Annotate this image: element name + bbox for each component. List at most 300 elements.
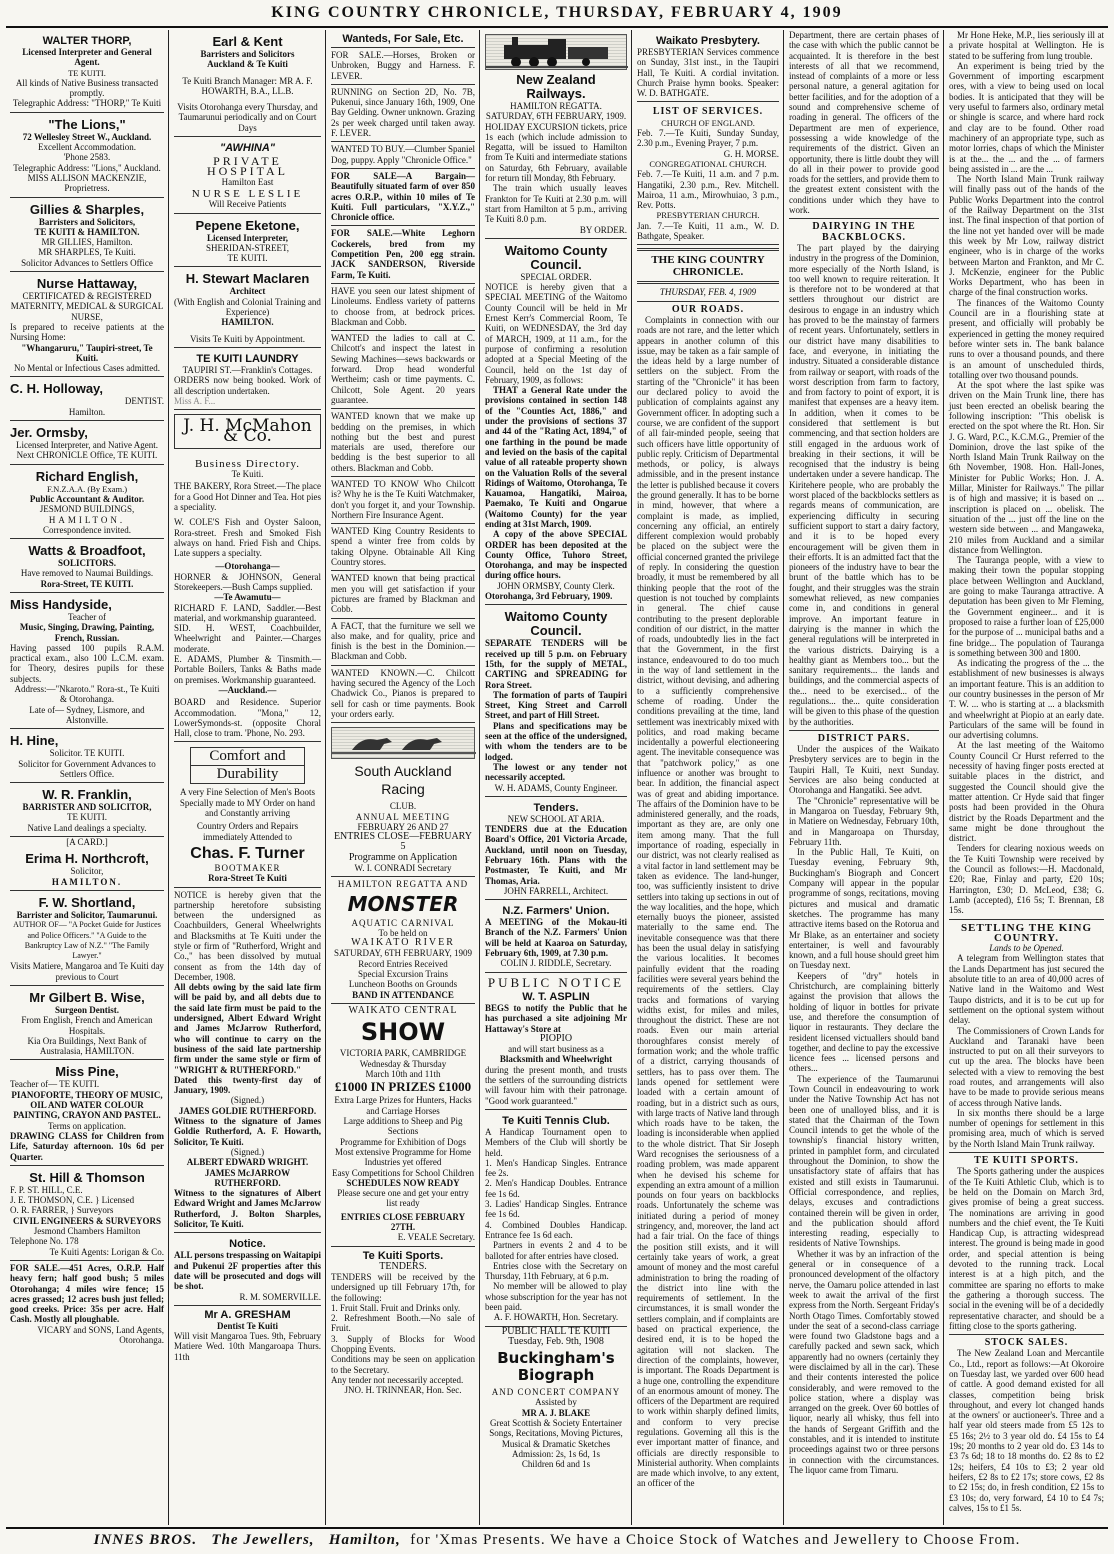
ad-line: MR A. J. BLAKE — [521, 1407, 591, 1418]
notice-signature: JAMES McJARROW RUTHERFORD. — [204, 1167, 291, 1188]
notice-waitomo-tenders — [485, 605, 627, 796]
ad-author: AUTHOR OF— "A Pocket Guide for Justices and Police Officers." "A Guide to the Bankruptcy Law of N.Z." "The Family Lawyer." — [13, 920, 161, 961]
ad-partner: MR SHARPLES, Te Kuiti. — [38, 247, 136, 258]
ad-partner: F. P. ST. HILL, C.E. — [10, 1184, 83, 1195]
ad-town: HAMILTON. — [51, 876, 123, 887]
directory-town: —Auckland.— — [218, 684, 277, 695]
ad-note: Conditions may be seen on application to the Secretary. — [331, 1354, 475, 1375]
dir-bakery: THE BAKERY, Rora Street.—The place for a Good Hot Dinner and Tea. Hot pies a speciality. — [174, 481, 321, 512]
ad-nurse: NURSE LESLIE — [191, 187, 304, 200]
notice-signature: ALBERT EDWARD WRIGHT. — [186, 1157, 309, 1168]
column-divider — [325, 30, 326, 1525]
notice-body: All debts owing by the said late firm will be paid by, and all debts due to the said late firm must be paid to the undersigned, Albert Edward Wright and James McJarrow Rutherford, who will continue to carry on the business of the said late partnership firm under the same style or firm of "WRIGHT & RUTHERFORD." — [174, 982, 321, 1075]
ad-note: Correspondence invited. — [43, 524, 131, 535]
church-name: CONGREGATIONAL CHURCH. — [649, 158, 767, 169]
editorial-date: THURSDAY, FEB. 4, 1909 — [659, 287, 757, 298]
ad-biograph — [485, 1327, 627, 1470]
ad-address: Next CHRONICLE Office, TE KUITI. — [16, 450, 158, 461]
ad-subtitle: BARRISTER AND SOLICITOR, — [22, 802, 152, 813]
ad-subjects: Music, Singing, Drawing, Painting, French, Russian. — [19, 622, 155, 643]
ad-phone: Telephone No. 178 — [10, 1236, 79, 1247]
article-paragraph: The Tauranga people, with a view to making their town the popular stopping place between Wellington and Auckland, are going to make Tauranga attractive. A deputation has been given to Mr Fleming, the Government engineer... and it is proposed to raise a further loan of £25,000 for the purpose of ... municipal baths and a fine bridge... The population of Tauranga is something between 300 and 1800. — [949, 555, 1104, 658]
ad-prizes: £1000 IN PRIZES £1000 — [334, 1079, 472, 1095]
notice-title: Waitomo County Council. — [504, 242, 608, 272]
ad-line: Luncheon Booths on Grounds — [348, 979, 458, 990]
notice-body: A Handicap Tournament open to Members of the Club will shortly be held. — [485, 1126, 627, 1158]
ad-note: Any tender not necessarily accepted. — [331, 1374, 464, 1385]
column-7 — [945, 30, 1108, 1525]
ad-title: Gillies & Sharples, — [29, 201, 145, 217]
ad-sthill — [10, 1166, 164, 1261]
ad-line: SCHEDULES NOW READY — [346, 1177, 460, 1188]
classified-ad: WANTED King Country Residents to spend a winter free from colds by taking Olpyne. Obtainable All King Country stores. — [331, 524, 475, 571]
ad-item: 3. Supply of Blocks for Wood Chopping Events. — [331, 1333, 475, 1354]
notice-subtitle: SPECIAL ORDER. — [520, 271, 592, 282]
classified-ad: WANTED known that we make up bedding on the premises, in which nothing but the best and purest materials are used, therefore our bedding is the best superior to all others. Blackman and Cobb. — [331, 409, 475, 477]
ad-line: Large additions to Sheep and Pig Sections — [343, 1116, 463, 1137]
dir-adams: E. ADAMS, Plumber & Tinsmith.—Portable Boilers, Tanks & Baths made on premises. Workmanship guaranteed. — [174, 654, 321, 685]
footer-text: for 'Xmas Presents. We have a Choice Stock of Watches and Jewellery to Choose From. — [410, 1532, 1021, 1548]
notice-signed: (Signed.) — [230, 1095, 265, 1106]
ad-body: ORDERS now being booked. Work of all description undertaken. — [174, 375, 321, 396]
ad-item: 1. Fruit Stall. Fruit and Drinks only. — [331, 1302, 461, 1313]
ad-line: Programme for Exhibition of Dogs — [340, 1136, 466, 1147]
notice-item: 3. Ladies' Handicap Singles. Entrance fee 1s 6d. — [485, 1199, 627, 1220]
ad-note: Solicitor Advances to Settlers Office — [21, 257, 153, 268]
locomotive-illustration — [485, 34, 627, 70]
ad-date: Tuesday, Feb. 9th, 1908 — [508, 1335, 604, 1347]
church-name: PRESBYTERIAN CHURCH. — [656, 210, 760, 221]
notice-title: Notice. — [229, 1238, 266, 1251]
article-paragraph: An experiment is being tried by the Government of importing escarpment ores, with a view to being used on local bodies. It is anticipated that they will be very useful to farmers also, ordinary metal or shingle is scarce, and where hard rock and clay are to be found. Other road machinery of an appropriate type, such as motor lorries, chaps of which the Minister is at the... the ... and the ... of farmers being assisted in ... are the ... — [949, 60, 1104, 174]
ad-subtitle: Licensed Interpreter, — [207, 232, 288, 243]
article-paragraph: Mr Hone Heke, M.P., lies seriously ill at a private hospital at Wellington. He is stated to be suffering from lung trouble. — [949, 30, 1104, 61]
article-paragraph: The "Chronicle" representative will be in Mangaroa on Tuesday, February 9th, in Matiere on Wednesday, February 10th, and in Mangaroapa on Thursday, February 11th. — [789, 795, 939, 847]
notice-name: W. T. ASPLIN — [522, 990, 590, 1003]
ad-line: BAND IN ATTENDANCE — [352, 989, 454, 1000]
ad-subtitle: Barristers and Solicitors — [200, 49, 295, 59]
ad-address: Address:—"Nkaroto." Rora-st., Te Kuiti & Otorohanga. — [14, 684, 160, 705]
article-paragraph: At the spot where the last spike was driven on the Main Trunk line, there has just been erected an obelisk bearing the following inscription: "This obelisk is erected on the spot where the Rt. Hon. Sir J. G. Ward, P.C., K.C.M.G., Premier of the Dominion, drove the last spike of the North Island Main Trunk Railway on the 6th November, 1908. Hon. Hall-Jones, Minister for Public Works; Hon. J. A. Millar, Minister for Railways." The pillar is of high and massive; it is based on ... inscription is placed on ... obelisk. The situation of the ... just off the line on the western side between ... and Mangaweka, 210 miles from Auckland and a similar distance from Wellington. — [949, 380, 1104, 555]
notice-title: Te Kuiti Tennis Club. — [502, 1114, 610, 1127]
ad-line: Extra Large Prizes for Hunters, Hacks and Carriage Horses — [334, 1095, 472, 1116]
notice-body: A copy of the above SPECIAL ORDER has been deposited at the County Office, Tuhoro Street, Otorohanga, and may be inspected during office hours. — [485, 529, 627, 581]
ad-item: 2. Refreshment Booth.—No sale of Fruit. — [331, 1313, 475, 1334]
notice-partnership — [174, 888, 321, 1234]
article-body: The part played by the dairying industry in the progress of the Dominion, more especially of the North Island, is too well known to require reiteration. It is therefore not to be wondered at that settlers throughout our district are desirous to engage in an industry which has proved to be the mainstay of farmers of recent years. Unfortunately, settlers in our district have many disabilities to face, and everyone, in initiating the industry. Situated a considerable distance from railway or seaport, with roads of the worst description from farm to factory, and from factory to point of export, it is manifest that expenses are a heavy item. In addition, when it comes to be considered that settlement is but commencing, and that section holders are still engaged in the arduous work of breaking in their sections, it will be recognised that the industry is being undertaken under a severe handicap. The Kiritehere people, who are probably the worst placed of the backblocks settlers as regards means of communication, are experiencing difficulty in securing sufficient support to start a dairy factory, and it is to be hoped every encouragement will be given them in their efforts. It is an admitted fact that the pioneers of the industry have to bear the brunt of the battle which has to be fought, and their struggles was the strain somewhat relieved, as new companies come in, and conditions in general improve. An important feature in dairying is the manner in which the general regulations will be interpreted in the various districts. Dairying is a healthy giant as Members too... but the sanitary requirements... the lands and buildings, and the commercial aspects of the... need to be exercised... of the regulations... the... quite consideration will be given to this phase of the question by the authorities. — [789, 242, 939, 727]
classified-ad: WANTED TO KNOW Who Chilcott is? Why he is the Te Kuiti Watchmaker, don't you forget it, and your Township. Northern Fire Insurance Agent. — [331, 477, 475, 524]
ad-wise — [10, 986, 164, 1060]
classified-ad: WANTED TO BUY.—Clumber Spaniel Dog, puppy. Apply "Chronicle Office." — [331, 142, 475, 169]
notice-body: No member will be allowed to play whose subscription for the year has not been paid. — [485, 1281, 627, 1312]
classified-ad: WANTED KNOWN.—C. Chilcott having secured the Agency of the Loch Chadwick Co., Pianos is prepared to sell for cash or time payments. Book your orders early. — [331, 666, 475, 723]
ad-subtitle: Barrister and Solicitor, Taumarunui. — [16, 909, 158, 920]
ad-subtitle: CERTIFICATED & REGISTERED MATERNITY, MEDICAL & SURGICAL NURSE, — [10, 291, 164, 322]
column-6 — [785, 30, 943, 1525]
ad-subtitle: Solicitor. TE KUITI. — [49, 748, 125, 759]
footer-banner — [0, 1532, 1114, 1549]
ad-town: TE KUITI. — [227, 253, 268, 264]
classified-ad: FOR SALE—A Bargain—Beautifully situated farm of over 850 acres O.R.P., within 10 miles of Te Kuiti. Full particulars, "X.Y.Z.," Chronicle office. — [331, 169, 475, 226]
notice-farmers-union — [485, 900, 627, 972]
directory-heading: Business Directory. — [194, 457, 301, 470]
column-divider — [479, 30, 480, 1525]
notice-witness: Witness to the signatures of Albert Edward Wright and James McJarrow Rutherford, J. Bolton Sharples, Solicitor, Te Kuiti. — [174, 1188, 321, 1230]
ad-body: A very Fine Selection of Men's Boots Specially made to MY Order on hand and Constantly arriving — [179, 787, 316, 819]
ad-body: Having passed 100 pupils R.A.M. practical exam., also 100 L.C.M. exam. for Theory, desires pupils for these subjects. — [10, 642, 164, 684]
list-services — [637, 102, 779, 245]
ad-line: Easy Competitions for School Children — [332, 1167, 474, 1178]
notice-body: BEGS to notify the Public that he has purchased a site adjoining Mr Hattaway's Store at — [485, 1002, 627, 1034]
ad-franklin — [10, 783, 164, 837]
notice-signature: W. H. ADAMS, County Engineer. — [494, 782, 618, 793]
notice-trade: Blacksmith and Wheelwright — [499, 1054, 613, 1065]
footer-trade: The Jewellers, — [211, 1532, 315, 1548]
ad-headline: MONSTER — [347, 891, 459, 916]
ad-body: Have removed to Naumai Buildings. — [20, 568, 154, 579]
ad-qualification: F.N.Z.A.A. (By Exam.) — [46, 483, 128, 494]
ad-show — [331, 1004, 475, 1247]
article-heading: STOCK SALES. — [984, 1337, 1069, 1349]
ad-subtitle: Dentist Te Kuiti — [216, 1320, 278, 1331]
ad-signature: JNO. H. TRINNEAR, Hon. Sec. — [344, 1385, 462, 1396]
section-heading: Wanteds, For Sale, Etc. — [331, 33, 475, 48]
section-heading: LIST OF SERVICES. — [652, 106, 764, 118]
notice-body: PRESBYTERIAN Services commence on Sunday, 31st inst., in the Taupiri Hall, Te Kuiti. A cordial invitation. Church Praise hymn books. Speaker: W. D. BATHGATE. — [637, 47, 779, 99]
ad-address: 72 Wellesley Street W., Auckland. — [22, 131, 152, 142]
notice-item: 4. Combined Doubles Handicap. Entrance fee 1s 6d each. — [485, 1219, 627, 1240]
ad-subtitle: Architect — [229, 286, 266, 297]
ad-headline: SHOW — [360, 1018, 446, 1047]
ad-subtitle: Solicitor, — [70, 866, 104, 877]
column-divider — [943, 30, 944, 1525]
ad-line: Songs, Recitations, Moving Pictures, Musical & Dramatic Sketches — [489, 1428, 623, 1449]
footer-name: INNES BROS. — [93, 1532, 198, 1548]
ad-line: Assisted by — [535, 1397, 577, 1408]
ad-ormsby — [10, 421, 164, 465]
ad-town: TE KUITI & HAMILTON. — [34, 226, 140, 237]
classified-ad: FOR SALE.—White Leghorn Cockerels, bred from my Competition Pen, 200 egg strain. JACK SANDERSON, Riverside Farm, Te Kuiti. — [331, 226, 475, 283]
ad-note: No Mental or Infectious Cases admitted. — [14, 363, 160, 374]
church-name: CHURCH OF ENGLAND. — [661, 117, 755, 128]
article-heading: DISTRICT PARS. — [817, 732, 911, 744]
notice-body: SEPARATE TENDERS will be received up till 5 p.m. on February 15th, for the supply of METAL, CARTING and SPREADING for Rora Street. — [485, 638, 627, 690]
ad-address: Jesmond Chambers Hamilton — [33, 1226, 141, 1237]
ad-subtitle: Surgeon Dentist. — [54, 1005, 119, 1015]
article-paragraph: In six months there should be a large number of openings for settlement in this promising area, much of which is served by the North Island Main Trunk railway. — [949, 1107, 1104, 1149]
notice-presbytery — [637, 30, 779, 102]
ad-title: WALTER THORP, — [42, 35, 132, 47]
ad-title: Pepene Eketone, — [195, 217, 300, 233]
notice-signed: (Signed.) — [230, 1146, 265, 1157]
ad-northcroft — [10, 847, 164, 891]
ad-title: TE KUITI LAUNDRY — [196, 352, 299, 365]
ad-headline: Comfort and — [190, 747, 305, 766]
ad-title: Buckingham's Biograph — [497, 1349, 615, 1385]
ad-body: Visits Matiere, Mangaroa and Te Kuiti day previous to Court — [10, 961, 164, 982]
ad-title: H. Stewart Maclaren — [185, 271, 310, 287]
ad-headline: Durability — [190, 766, 305, 784]
ad-title: Miss Handyside, — [10, 596, 112, 612]
ad-title: Watts & Broadfoot, — [28, 543, 146, 559]
ad-subtitle: AND CONCERT COMPANY — [491, 1387, 621, 1398]
article-paragraph: Tenders for clearing noxious weeds on the Te Kuiti Township were received by the Council as follows:—H. Macdonald, £20; Rae, Finlay and party, £20 10s; Harrington, £30; D. McLeod, £38; G. Lamb (accepted), £16 5s; T. Brennan, £8 15s. — [949, 843, 1104, 916]
ad-turner — [174, 742, 321, 887]
ad-telegraph: Telegraphic Address: "Lions," Auckland. — [13, 162, 161, 173]
ad-programme: Programme on Application — [348, 851, 458, 863]
article-heading: OUR ROADS. — [671, 303, 745, 315]
notice-title: Tenders. — [533, 801, 579, 814]
notice-title: Waikato Presbytery. — [656, 35, 760, 47]
ad-earl-kent — [174, 30, 321, 137]
ad-holloway — [10, 377, 164, 421]
ad-shortland — [10, 891, 164, 986]
ad-meeting: ANNUAL MEETING — [355, 811, 451, 822]
ad-address: Kia Ora Buildings, Next Bank of Australasia, HAMILTON. — [27, 1035, 147, 1057]
classified-ad: WANTED known that being practical men you will get satisfaction if your pictures are framed by Blackman and Cobb. — [331, 571, 475, 618]
ad-subtitle: Licensed Interpreter, and Native Agent. — [15, 440, 159, 451]
ad-address: JESMOND BUILDINGS, — [39, 504, 135, 515]
ad-subtitle: Barristers and Solicitors, — [38, 216, 136, 227]
ad-address: TAUPIRI ST.—Franklin's Cottages. — [182, 364, 313, 375]
ad-laundry — [174, 348, 321, 410]
ad-class: DRAWING CLASS for Children from Life, Saturday afternoon. 10s 6d per Quarter. — [10, 1130, 164, 1162]
ad-title: South Auckland Racing — [354, 763, 452, 798]
ad-address: "Whangaruru," Taupiri-street, Te Kuiti. — [21, 342, 153, 363]
notice-resolution: THAT a General Rate under the provisions contained in section 148 of the "Counties Act, 1886," and under the provisions of sections 37 and 44 of the "Rating Act, 1894," of one farthing in the pound be made and levied on the basis of the capital value of all rateable property shown on the Valuation Rolls of the several Ridings of Waitomo, Otorohanga, Te Kauamoa, Hangatiki, Mairoa, Paemako, Te Kuiti and Ongarue (Waitomo County) for the year ending at 31st March, 1909. — [485, 385, 627, 529]
footer-town: Hamilton, — [328, 1532, 401, 1548]
notice-signature: JOHN ORMSBY, County Clerk. — [497, 580, 615, 591]
ad-town: TE KUITI. — [67, 812, 107, 823]
ad-subtitle: AQUATIC CARNIVAL — [351, 917, 455, 928]
ad-hattaway — [10, 272, 164, 377]
article-paragraph: The Commissioners of Crown Lands for Auckland and Taranaki have been instructed to put on all their surveyors to cut up the area. The blocks have been selected with a view to removing the best road routes, and arrangements will also have to be made to provide serious means of access through Native lands. — [949, 1025, 1104, 1108]
ad-partner: J. E. THOMSON, C.E. } Licensed — [10, 1195, 135, 1206]
dir-west: SID. H. WEST, Coachbuilder, Wheelwright and Painter.—Charges moderate. — [174, 623, 321, 654]
notice-signature: COLIN J. RIDDLE, Secretary. — [500, 958, 612, 969]
ad-orders: Country Orders and Repairs immediately Attended to — [196, 821, 299, 842]
column-5 — [633, 30, 783, 1525]
ad-lions — [10, 113, 164, 198]
ad-regatta — [331, 877, 475, 1004]
notice-body: Plans and specifications may be seen at the office of the undersigned, with whom the tenders are to be lodged. — [485, 720, 627, 762]
ad-body: Will visit Mangaroa Tues. 9th, February Matiere Wed. 10th Mangaroapa Thurs. 11th — [174, 1331, 321, 1362]
notice-body: NOTICE is hereby given that a SPECIAL MEETING of the Waitomo County Council will be held in Mr Ernest Kerr's Commercial Room, Te Kuiti, on WEDNESDAY, the 3rd day of MARCH, 1909, at 11 a.m., for the purpose of confirming a resolution adopted at a Special Meeting of the Council, held on the 1st day of February, 1909, as follows: — [485, 282, 627, 385]
classified-ad: WANTED the ladies to call at C. Chilcott's and inspect the latest in Sewing Machines—sews backwards or forward. Drop head wonderful Wertheim; cash or time payments. C. Chilcott, Sole Agent. 20 years guarantee. — [331, 331, 475, 409]
ad-town: Hamilton. — [68, 406, 106, 417]
notice-trespass — [174, 1233, 321, 1305]
article-paragraph: The experience of the Taumarunui Town Council in endeavouring to work under the Native Township Act has not been one of unalloyed bliss, and it is stated that the Chairman of the Town Council intends to get the whole of the township's financial history written, printed in pamphlet form, and circulated throughout the Dominion, to show the unsatisfactory state of affairs that has existed and still exists in Taumarunui. Official correspondence, and replies, delays, excuses and contradictions contained therein will be given in order, and the publication should afford interesting reading, especially to residents of Native Townships. — [789, 1073, 939, 1249]
service-minister: G. H. MORSE. — [723, 148, 779, 159]
article-heading: SETTLING THE KING COUNTRY. — [960, 921, 1093, 944]
ad-manager: Te Kuiti Branch Manager: MR A. F. HOWARTH, B.A., LL.B. — [182, 75, 313, 96]
notice-subtitle: NEW SCHOOL AT ARIA. — [507, 813, 605, 824]
ad-subtitle: Teacher of— TE KUITI. — [10, 1079, 100, 1090]
ad-agents: Te Kuiti Agents: Lorigan & Co. — [49, 1246, 164, 1257]
ad-town: Auckland & Te Kuiti — [207, 59, 288, 70]
horse-racing-illustration — [331, 727, 475, 759]
service-item: Feb. 7.—Te Kuiti, Sunday Sunday, 2.30 p.m., Evening Prayer, 7 p.m. — [637, 128, 779, 149]
notice-body: TENDERS due at the Education Board's Office, 201 Victoria Arcade, Auckland, until noon on Tuesday, February 16th. Plans with the Postmaster, Te Kuiti, and Mr Thomas, Aria. — [485, 824, 627, 886]
editorial-masthead: THE KING COUNTRY CHRONICLE. — [651, 254, 765, 279]
ad-partner: O. R. FARRER, } Surveyors — [10, 1205, 114, 1216]
ad-title: Te Kuiti Sports. — [362, 1249, 444, 1262]
ad-body: Visits Te Kuiti by Appointment. — [190, 333, 305, 344]
column-2 — [170, 30, 325, 1525]
ad-line: Please secure one and get your entry list ready — [337, 1188, 469, 1209]
ad-gresham — [174, 1309, 321, 1362]
ad-body: All kinds of Native Business transacted promptly. — [15, 77, 159, 99]
ad-terms: Terms on application. — [47, 1120, 127, 1131]
notice-body: ALL persons trespassing on Waitapipi and Pukenui 2F properties after this date will be prosecuted and dogs will be shot. — [174, 1250, 321, 1292]
ad-subtitle: DENTIST. — [124, 396, 164, 407]
ad-thorp — [10, 30, 164, 113]
ad-title: "The Lions," — [48, 116, 126, 132]
ad-body: The train which usually leaves Frankton for Te Kuiti at 2.30 p.m. will start from Hamilton at 5 p.m., arriving Te Kuiti 8.0 p.m. — [485, 183, 627, 225]
ad-racing — [331, 723, 475, 877]
ad-date: SATURDAY, 6TH FEBRUARY, 1909 — [333, 948, 473, 959]
notice-body: A MEETING of the Mokau-iti Branch of the N.Z. Farmers' Union will be held at Kaaroa on Saturday, February 6th, 1909, at 7.30 p.m. — [485, 917, 627, 959]
ad-english — [10, 465, 164, 539]
notice-signature: JOHN FARRELL, Architect. — [503, 885, 609, 896]
ad-railways — [485, 30, 627, 239]
ad-town: Hamilton East — [221, 176, 274, 187]
masthead: KING COUNTRY CHRONICLE, THURSDAY, FEBRUARY 4, 1909 — [271, 4, 843, 21]
article-body: Complaints in connection with our roads are not rare, and the letter which appears in another column of this issue, may be taken as a fair sample of the ideas held by a large number of settlers on the subject. From the starting of the "Chronicle" it has been our declared policy to avoid the publication of complaints against any Government officer. In adopting such a course, we are confident of the support of all fair-minded people, seeing that such officers have little opportunity of public reply. Criticism of Departmental methods, or policy, is always admissible, and in the present instance the letter is published because it covers the ground generally. It has to be borne in mind, however, that where a complaint is made, as implied, concerning any official, an entirely different complexion would probably be placed on the subject were the official concerned granted the privilege of reply. In considering the question broadly, it must be remembered by all thinking people that the root of the question is not touched by complaints in general. The chief cause contributing to the present deplorable condition of our district, in the matter of roads, undoubtedly lies in the fact that the Government, in the first instance, endeavoured to do too much in the way of land settlement in the district, without devising, and adhering to a sufficiently comprehensive scheme of roading. Under the conditions prevailing at the time, land settlement was inextricably mixed with politics, and road making became incidentally a powerful electioneering agent. The inevitable consequence was that "patchwork policy," as one influence or another was brought to bear. In addition, the financial aspect was of great and abiding importance. The affairs of the Dominion have to be administered generally, and the roads, important as they are, are only one item among many. That the full importance of roading, especially in our district, was not clearly realised as a vital factor in land settlement may be taken as evidence. The land-hunger, too, was sufficiently insistent to drive settlers into taking up sections in out of the way localities, and the hope, which eternally buoys the pioneer, assisted materially to the same end. The inevitable consequence was that there has been the usual delay in satisfying the various localities. It becomes painfully evident that the roading facilities were several years behind the requirements of the settlers. Clay tracks and formations of varying widths exist, for miles and miles, throughout the district. These are not roads. Even our main arterial thoroughfares consist merely of formation work; and the whole traffic of a district, carrying thousands of settlers, has to pass over them. The lands opened for settlement were loaded with a certain amount of roading, but in a district such as ours, with large tracts of Native land through which roads have to be taken, the loading is inconsiderable when applied to the whole district. That Sir Joseph Ward recognises the seriousness of a roading problem, was made apparent when he devised his scheme for expending an extra amount of a million pounds on four years on backblocks roads. Unfortunately the scheme was initiated during a period of money stringency, and, moreover, the land act had a fair trial. On the face of things the position still exists, and it will certainly take years of work, a great amount of money and the most careful administration to bring the roading of the district into line with the requirements of settlement. In the circumstances, it is small wonder the settlers complain, and if complaints are based on practical experience, the desired end, it is to be hoped the agitation will not slacken. The direction of the complaints, however, is important. The Roads Department is a huge one, controlling the expenditure of an enormous amount of money. The officers of the Department are required to work within sharply defined limits, and conform to very precise regulations. Governing all this is the ever important matter of finance, and officials are directly responsible to Ministerial authority. When complaints are made which involve, to any extent, an officer of the — [637, 314, 779, 1489]
dir-land: RICHARD F. LAND, Saddler.—Best material, and workmanship guaranteed. — [174, 602, 321, 623]
article-paragraph: The New Zealand Loan and Mercantile Co., Ltd., report as follows:—At Okoroire on Tuesday last, we yarded over 600 head of cattle. A good demand existed for all classes, competition being brisk throughout, and every lot changed hands at the owners' or auctioneer's. Three and a half year old steers made from £5 12s to £5 16s; 2½ to 3 year old do. £4 15s to £4 19s; 20 months to 2 year old do. £3 14s to £3 7s 6d; 18 to 18 months do. £2 8s to £2 12s; heifers, £4 10s to £3; 2 year old heifers, £2 8s to £2 17s; store cows, £2 8s to £2 15s; do, in fresh condition, £2 15s to £3 10s; do, very forward, £4 10 to £4 7s; calves, 15s to £1 5s. — [949, 1348, 1104, 1513]
ad-handyside — [10, 593, 164, 729]
column-1 — [6, 30, 168, 1525]
article-subheading: Lands to be Opened. — [989, 943, 1064, 954]
directory-town: —Otorohanga— — [215, 561, 280, 572]
ad-sale — [10, 1261, 164, 1348]
ad-address: Rora-Street Te Kuiti — [208, 873, 287, 884]
notice-waitomo-special — [485, 239, 627, 606]
classified-ad: FOR SALE.—Horses, Broken or Unbroken, Buggy and Harness. F. LEVER. — [331, 48, 475, 85]
ad-hine — [10, 729, 164, 783]
ad-body: Excellent Accommodation. — [38, 142, 136, 153]
notice-body: Entries close with the Secretary on Thursday, 11th February, at 6 p.m. — [485, 1260, 627, 1282]
ad-title: Richard English, — [35, 468, 139, 484]
article-paragraph: In the Public Hall, Te Kuiti, on Tuesday evening, February 9th, Buckingham's Biograph and Concert Company will appear in the popular programme of songs, recitations, moving pictures and musical and dramatic sketches. The programme has many attractive items based on the Rotorua and Mr Blake, as an entertainer and society entertainer, is well and favourably known, and a full house should greet him on Tuesday next. — [789, 847, 939, 971]
ad-body: Will Receive Patients — [208, 199, 287, 210]
column-4 — [481, 30, 631, 1525]
horse-icon — [332, 728, 476, 758]
ad-watts — [10, 539, 164, 593]
ad-maclaren — [174, 267, 321, 347]
ad-mcmahon: J. H. McMahon & Co. — [174, 414, 321, 449]
notice-body: NOTICE is hereby given that the partnership heretofore subsisting between the undersigned as Coachbuilders, General Wheelwrights and Blacksmiths at Te Kuiti under the style or firm of "Rutherford, Wright and Co.," has been dissolved by mutual consent as from the 14th day of December, 1908. — [174, 889, 321, 982]
ad-title: WAIKATO CENTRAL — [348, 1004, 458, 1016]
ad-subtitle: PRIVATE HOSPITAL — [206, 154, 289, 179]
notice-place: PIOPIO — [539, 1032, 573, 1044]
ad-title: Miss Pine, — [55, 1064, 119, 1080]
notice-signature: R. M. SOMERVILLE. — [239, 1291, 321, 1302]
directory-town: Te Kuiti. — [231, 469, 264, 480]
ad-line: Great Scottish & Society Entertainer — [490, 1418, 622, 1429]
ad-line: Record Entries Received — [358, 958, 448, 969]
notice-witness: Witness to the signature of James Goldie Rutherford, A. F. Howarth, Solicitor, Te Kuiti. — [174, 1116, 321, 1147]
ad-address: SHERIDAN-STREET, — [205, 242, 290, 253]
ad-address: Rora-Street, TE KUITI. — [40, 578, 134, 589]
notice-title: Waitomo County Council. — [504, 609, 608, 639]
ad-title: Erima H. Northcroft, — [25, 851, 149, 867]
notice-body: during the present month, and trusts the settlers of the surrounding districts will favour him with their patronage. "Good work guaranteed." — [485, 1064, 627, 1106]
ad-body: From English, French and American Hospitals. — [21, 1015, 153, 1036]
ad-training: (With English and Colonial Training and Experience) — [174, 296, 321, 318]
article-paragraph: A telegram from Wellington states that the Lands Department has just secured the absolute title to an area of 40,000 acres of Native land in the Waitomo and West Taupo districts, and it is to be cut up for settlement on the optional system without delay. — [949, 953, 1104, 1026]
dir-coles: W. COLE'S Fish and Oyster Saloon, Rora-street. Fresh and Smoked Fish always on hand. Fried Fish and Chips. Late suppers a specialty. — [174, 517, 321, 559]
ad-gillies — [10, 198, 164, 272]
service-item: Jan. 7.—Te Kuiti, 11 a.m., W. D. Bathgate, Speaker. — [637, 220, 779, 242]
column-divider — [783, 30, 784, 1525]
ad-partner: MR GILLIES, Hamilton. — [41, 237, 133, 248]
classified-ad: RUNNING on Section 2D, No. 7B, Pukenui, since January 16th, 1909, One Bay Gelding. Owner unknown. Grazing 2s per week charged until taken away. F. LEVER. — [331, 85, 475, 142]
ad-title: HAMILTON REGATTA AND — [337, 879, 469, 890]
ad-title: "AWHINA" — [219, 142, 276, 155]
notice-item: 1. Men's Handicap Singles. Entrance fee 2s. — [485, 1157, 627, 1179]
ad-title: W. R. Franklin, — [42, 787, 132, 803]
train-icon — [486, 35, 628, 69]
ad-location: WAIKATO RIVER — [351, 937, 455, 949]
article-paragraph: Under the auspices of the Waikato Presbytery services are to begin in the Taupiri Hall, Te Kuiti, next Sunday. Services are also being conducted at Otorohanga and Hangatiki. See advt. — [789, 744, 939, 796]
ad-subtitle: Teacher of — [67, 611, 107, 622]
article-paragraph: The North Island Main Trunk railway will finally pass out of the hands of the Public Works Department into the control of the Railway Department on the 31st inst. The final inspection of that portion of the line not yet handed over will be made this week by Mr Low, railway district engineer, who is in charge of the works between Marton and Frankton, and Mr C. J. McKenzie, engineer for the Public Works Department, who has been in charge of the final construction works. — [949, 174, 1104, 298]
ad-title: Earl & Kent — [212, 34, 283, 49]
notice-body: and will start business as a — [508, 1044, 604, 1055]
ad-secretary: W. I. CONRADI Secretary — [354, 863, 452, 873]
ad-subtitle: TENDERS. — [379, 1260, 427, 1272]
ad-body: Is prepared to receive patients at the Nursing Home: — [10, 321, 164, 343]
notice-title: N.Z. Farmers' Union. — [502, 905, 610, 918]
column-divider — [631, 30, 632, 1525]
article-paragraph: Whether it was by an infraction of the general or in consequence of a pronounced development of the olfactory nerve, the Oamaru police attended in last week to await the arrival of the first express from the North. Sergeant Friday's North Otago Times. Comfortably stowed under the seat of a second-class carriage were found two Gladstone bags and a carefully packed and sewn sack, which apparently had no owners (certainly they were disclaimed by all in the car). These and their contents interested the police considerably, and were removed to the police station, where a display was arranged on the greek. Over 60 bottles of liquor, nearly all whisky, thus fell into the hands of Sergeant Griffith and the constables, and it is intended to institute proceedings against two or three persons in connection with the circumstances. The liquor came from Timaru. — [789, 1248, 939, 1475]
ad-town: HAMILTON. — [48, 514, 126, 525]
ad-title: St. Hill & Thomson — [29, 1169, 145, 1185]
ad-body: FOR SALE.—451 Acres, O.R.P. Half heavy fern; half good bush; 5 miles Otorohanga; 4 miles wire fence; 15 acres grassed; 12 acres bush just felled; good creeks. Price: 35s per acre. Half Cash. Mostly all ploughable. — [10, 1262, 164, 1325]
ad-body: Visits Otorohanga every Thursday, and Taumarunui periodically and on Court Days — [177, 102, 318, 133]
article-paragraph: The Sports gathering under the auspices of the Te Kuiti Athletic Club, which is to be held on the Domain on March 3rd, gives promise of being a great success. The nominations are arriving in good numbers and the chief event, the Te Kuiti Handicap Cup, is attracting widespread interest. The ground is being made in good order, and special attention is being devoted to the running track. Local interest is at a high pitch, and the committee are sparing no efforts to make the gathering a thorough success. The social in the evening will be of a decidedly representative character, and should be a fitting close to the sports gathering. — [949, 1166, 1104, 1331]
top-rule — [6, 26, 1108, 28]
classified-ad: HAVE you seen our latest shipment of Linoleums. Endless variety of patterns to choose from, at bedrock prices. Blackman and Cobb. — [331, 284, 475, 331]
article-paragraph: As indicating the progress of the ... the establishment of new businesses is always an important feature. This is an addition to our country businesses in the person of Mr T. W. ... who is starting at ... a blacksmith and wheelwright at Piopio at an early date. Particulars of the same will be found in our advertising columns. — [949, 658, 1104, 741]
article-paragraph: The finances of the Waitomo County Council are in a flourishing state at present, and officially will probably be experienced in getting the money required before winter sets in. The bank balance runs to over a thousand pounds, and there is an amount of unscheduled thirds, totalling over two thousand pounds. — [949, 297, 1104, 380]
column-3 — [327, 30, 479, 1525]
notice-body: The formation of parts of Taupiri Street, King Street and Carroll Street, and part of Hill Street. — [485, 689, 627, 721]
ad-sports-tenders — [331, 1250, 475, 1396]
article-heading: TE KUITI SPORTS. — [974, 1155, 1079, 1167]
notice-signature: A. F. HOWARTH, Hon. Secretary. — [493, 1312, 619, 1323]
ad-note: Late of— Sydney, Lismore, and Alstonville. — [29, 704, 145, 725]
bottom-rule — [6, 1527, 1108, 1529]
notice-title: PUBLIC NOTICE — [487, 974, 625, 990]
ad-line: Most extensive Programme for Home Industries yet offered — [335, 1146, 471, 1168]
ad-proprietor: MISS ALLISON MACKENZIE, Proprietress. — [27, 172, 147, 194]
notice-tennis — [485, 1110, 627, 1327]
ad-town: HAMILTON. — [221, 317, 274, 328]
ad-subtitle: CLUB. — [389, 801, 417, 812]
ad-title: Jer. Ormsby, — [10, 425, 88, 441]
ad-pine — [10, 1060, 164, 1165]
article-body: Department, there are certain phases of the case with which the public cannot be acquainted. It is therefore in the best interests of all that we recommend, instead of complaints of a more or less personal nature, a general agitation for better facilities, and for the adoption of a sound and comprehensive scheme of roading in general. The officers of the Department are men of experience, possessing a wide knowledge of the requirements of the district. Given an opportunity, there is little doubt they will do all in their power to provide good roads for the settlers, and provide them to the greatest extent consistent with the conditions under which they have to work. — [789, 30, 939, 216]
ad-close: ENTRIES CLOSE FEBRUARY 27TH. — [340, 1211, 466, 1233]
notice-item: 2. Men's Handicap Doubles. Entrance fee 1s 6d. — [485, 1178, 627, 1199]
ad-title: Mr Gilbert B. Wise, — [29, 990, 145, 1005]
ad-subtitle: HAMILTON REGATTA. — [510, 101, 602, 111]
ad-date: SATURDAY, 6TH FEBRUARY, 1909. — [485, 111, 627, 122]
notice-signature: JAMES GOLDIE RUTHERFORD. — [178, 1105, 317, 1116]
